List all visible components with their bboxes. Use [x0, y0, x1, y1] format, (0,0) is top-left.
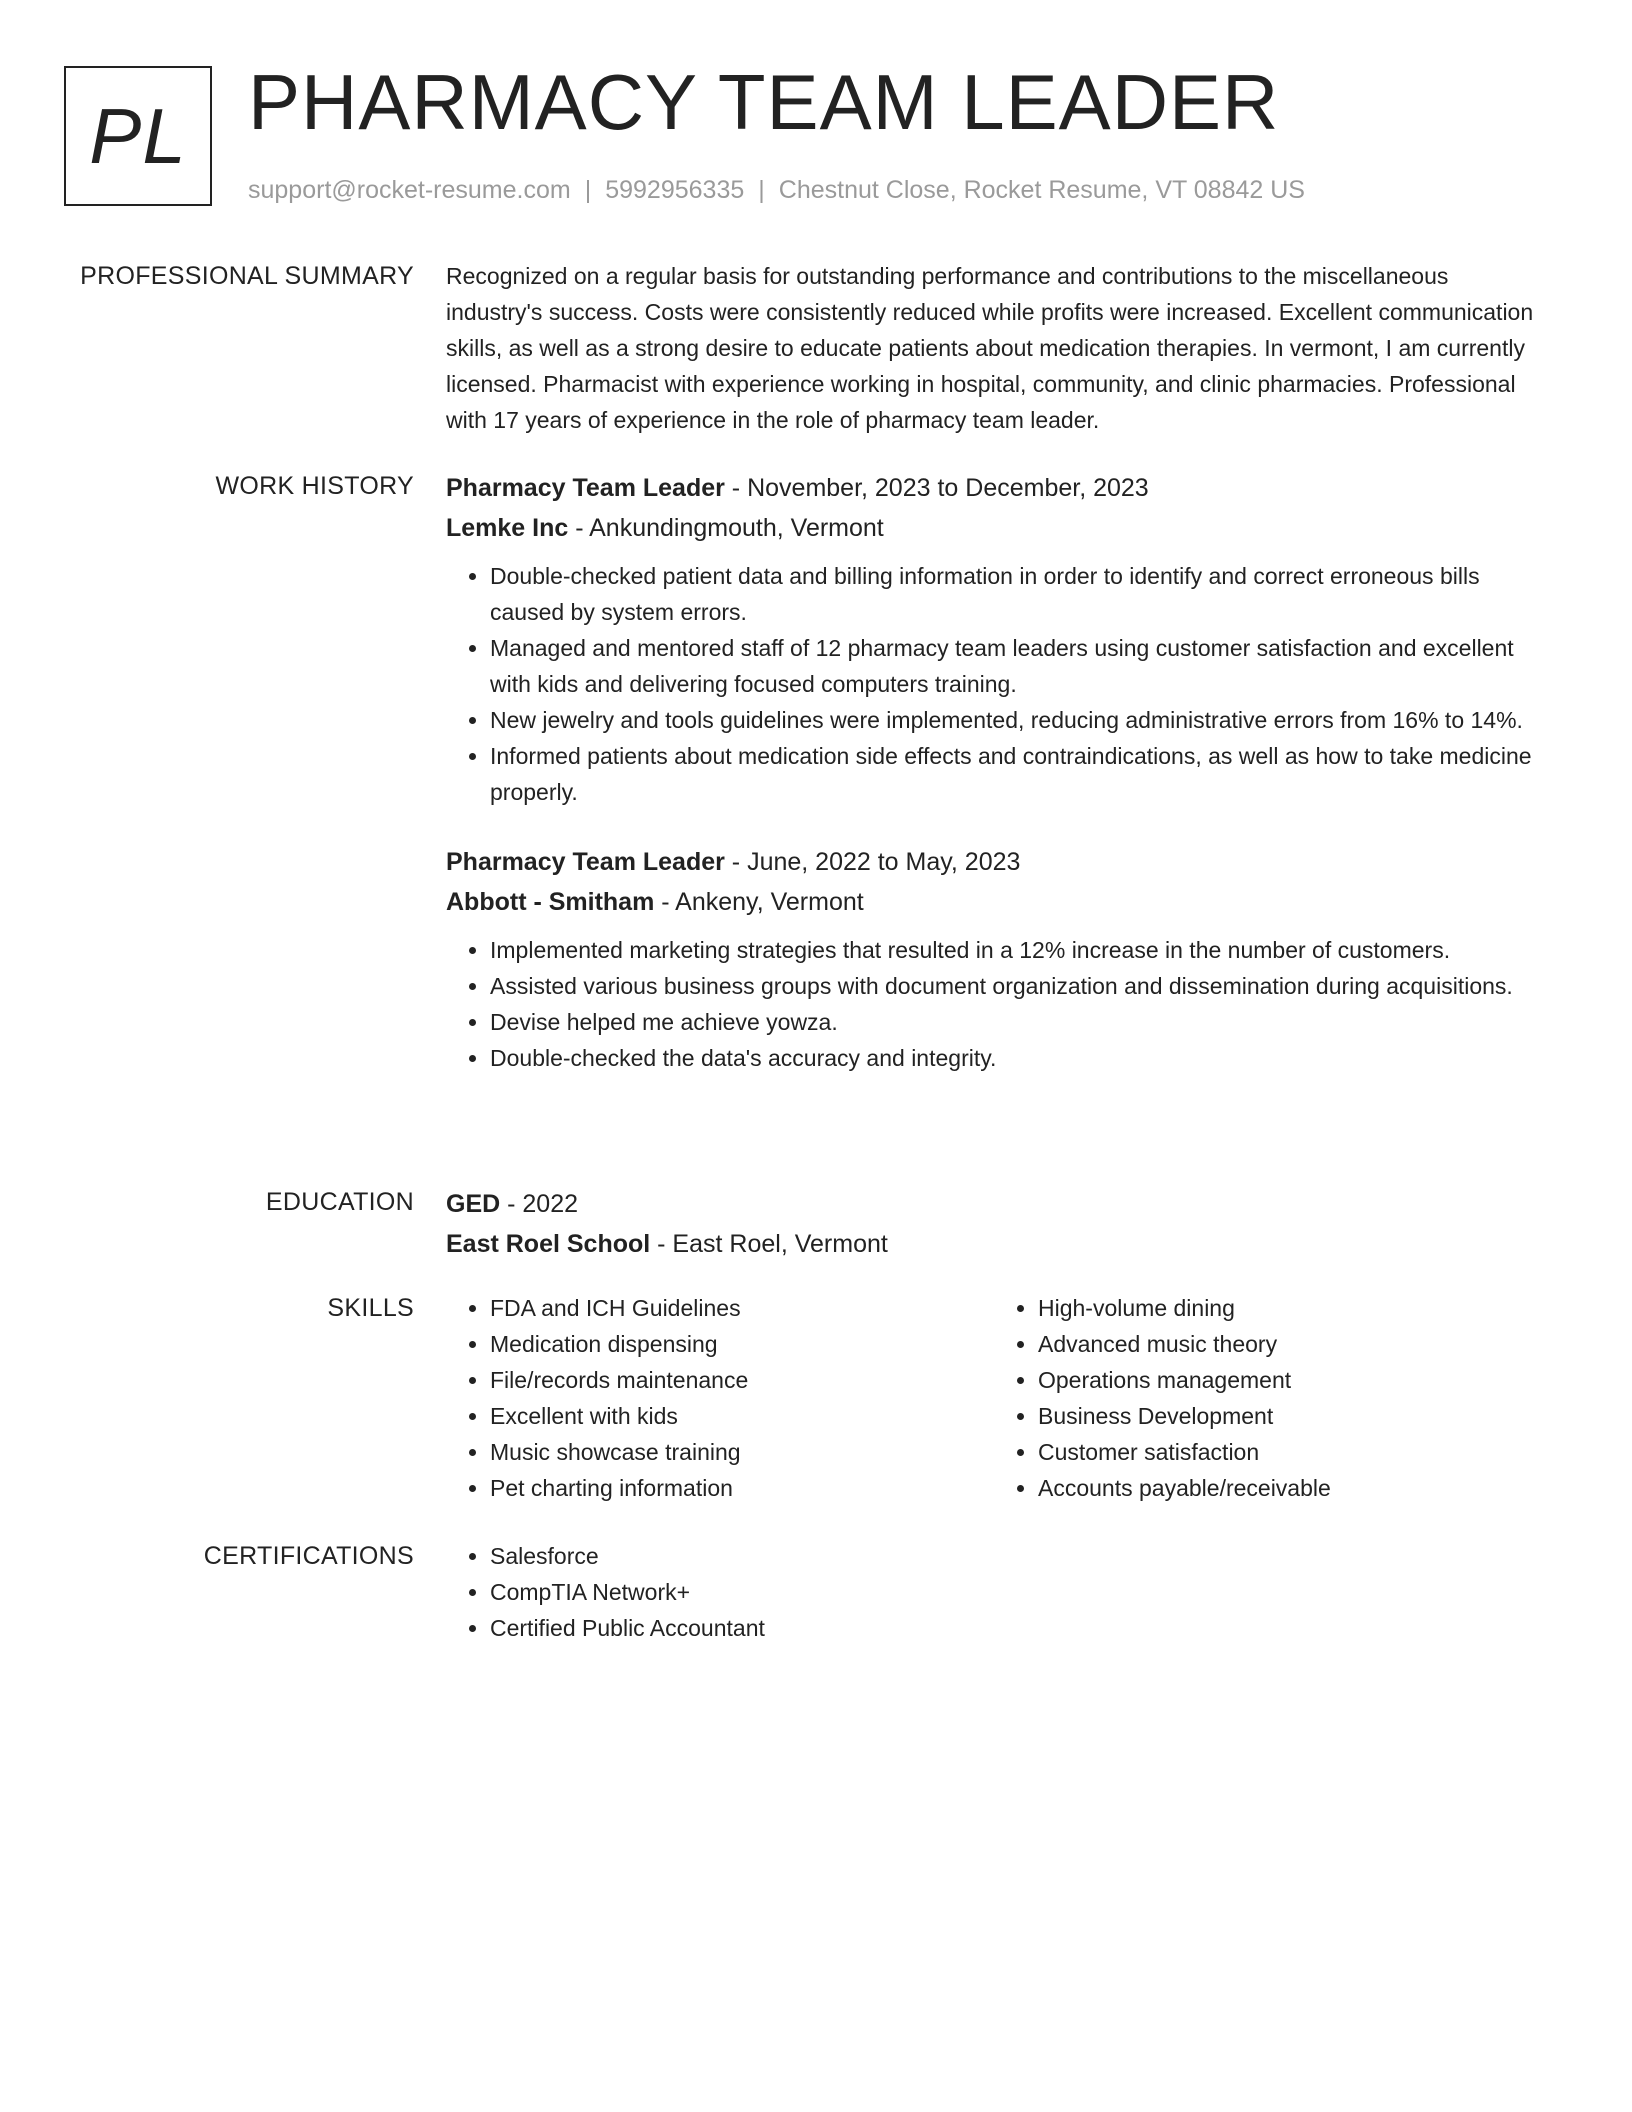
job-entry	[446, 468, 1546, 810]
job-dates: - June, 2022 to May, 2023	[724, 848, 1021, 876]
work-history-body	[446, 468, 1546, 1076]
certification-item: • Salesforce	[490, 1538, 1546, 1574]
job-bullet: • Implemented marketing strategies that resulted in a 12% increase in the number of customers.	[490, 932, 1546, 968]
skill-item: • High-volume dining	[1038, 1290, 1542, 1326]
job-dates: - November, 2023 to December, 2023	[724, 474, 1149, 502]
certification-item: • CompTIA Network+	[490, 1574, 1546, 1610]
skills-list	[446, 1290, 994, 1506]
summary-body	[446, 258, 1546, 438]
degree-year: - 2022	[500, 1190, 579, 1218]
degree-line	[446, 1184, 1546, 1224]
contact-line	[248, 172, 1305, 208]
skill-item: • Business Development	[1038, 1398, 1542, 1434]
job-bullet: • Informed patients about medication side effects and contraindications, as well as how to take medicine properly.	[490, 738, 1546, 810]
school-location: - East Roel, Vermont	[650, 1230, 888, 1258]
job-bullet: • Double-checked the data's accuracy and integrity.	[490, 1040, 1546, 1076]
company-line	[446, 508, 1546, 548]
skill-item: • Operations management	[1038, 1362, 1542, 1398]
skill-item: • File/records maintenance	[490, 1362, 994, 1398]
company-location: - Ankeny, Vermont	[654, 888, 864, 916]
job-bullet: • New jewelry and tools guidelines were implemented, reducing administrative errors from 16% to 14%.	[490, 702, 1546, 738]
contact-separator: |	[758, 176, 765, 204]
school-line	[446, 1224, 1546, 1264]
job-title: Pharmacy Team Leader	[446, 474, 725, 502]
section-label-certifications: CERTIFICATIONS	[203, 1542, 414, 1570]
certifications-list	[446, 1538, 1546, 1646]
skills-body	[446, 1290, 1546, 1506]
job-bullets	[446, 558, 1546, 810]
contact-address: Chestnut Close, Rocket Resume, VT 08842 US	[778, 176, 1305, 204]
skills-list	[994, 1290, 1542, 1506]
job-bullet: • Managed and mentored staff of 12 pharmacy team leaders using customer satisfaction and excellent with kids and delivering focused computers training.	[490, 630, 1546, 702]
contact-email: support@rocket-resume.com	[248, 176, 571, 204]
company-line	[446, 882, 1546, 922]
skills-column-left	[446, 1290, 994, 1506]
job-bullets	[446, 932, 1546, 1076]
monogram-badge: PL	[64, 66, 212, 206]
skill-item: • Accounts payable/receivable	[1038, 1470, 1542, 1506]
section-label-summary: PROFESSIONAL SUMMARY	[80, 262, 414, 290]
skill-item: • Medication dispensing	[490, 1326, 994, 1362]
job-bullet: • Assisted various business groups with document organization and dissemination during acquisitions.	[490, 968, 1546, 1004]
job-bullet: • Devise helped me achieve yowza.	[490, 1004, 1546, 1040]
company-name: Lemke Inc	[446, 514, 569, 542]
resume-title: PHARMACY TEAM LEADER	[248, 58, 1280, 146]
contact-phone: 5992956335	[605, 176, 745, 204]
company-name: Abbott - Smitham	[446, 888, 655, 916]
skill-item: • Customer satisfaction	[1038, 1434, 1542, 1470]
section-label-skills: SKILLS	[327, 1294, 414, 1322]
contact-separator: |	[584, 176, 592, 204]
job-title: Pharmacy Team Leader	[446, 848, 725, 876]
company-location: - Ankundingmouth, Vermont	[568, 514, 884, 542]
certifications-body	[446, 1538, 1546, 1646]
skill-item: • FDA and ICH Guidelines	[490, 1290, 994, 1326]
skill-item: • Music showcase training	[490, 1434, 994, 1470]
job-entry	[446, 842, 1546, 1076]
job-title-line	[446, 842, 1546, 882]
education-body	[446, 1184, 1546, 1264]
job-bullet: • Double-checked patient data and billing information in order to identify and correct erroneous bills caused by system errors.	[490, 558, 1546, 630]
skill-item: • Advanced music theory	[1038, 1326, 1542, 1362]
job-title-line	[446, 468, 1546, 508]
skill-item: • Excellent with kids	[490, 1398, 994, 1434]
skill-item: • Pet charting information	[490, 1470, 994, 1506]
school-name: East Roel School	[446, 1230, 651, 1258]
degree-name: GED	[446, 1190, 501, 1218]
certification-item: • Certified Public Accountant	[490, 1610, 1546, 1646]
section-label-work-history: WORK HISTORY	[215, 472, 414, 500]
summary-text: Recognized on a regular basis for outstanding performance and contributions to the miscellaneous industry's success. Costs were consistently reduced while profits were increased. Excellent communication skills, as well as a strong desire to educate patients about medication therapies. In vermont, I am currently licensed. Pharmacist with experience working in hospital, community, and clinic pharmacies. Professional with 17 years of experience in the role of pharmacy team leader.	[446, 263, 1534, 433]
skills-column-right	[994, 1290, 1542, 1506]
section-label-education: EDUCATION	[265, 1188, 414, 1216]
